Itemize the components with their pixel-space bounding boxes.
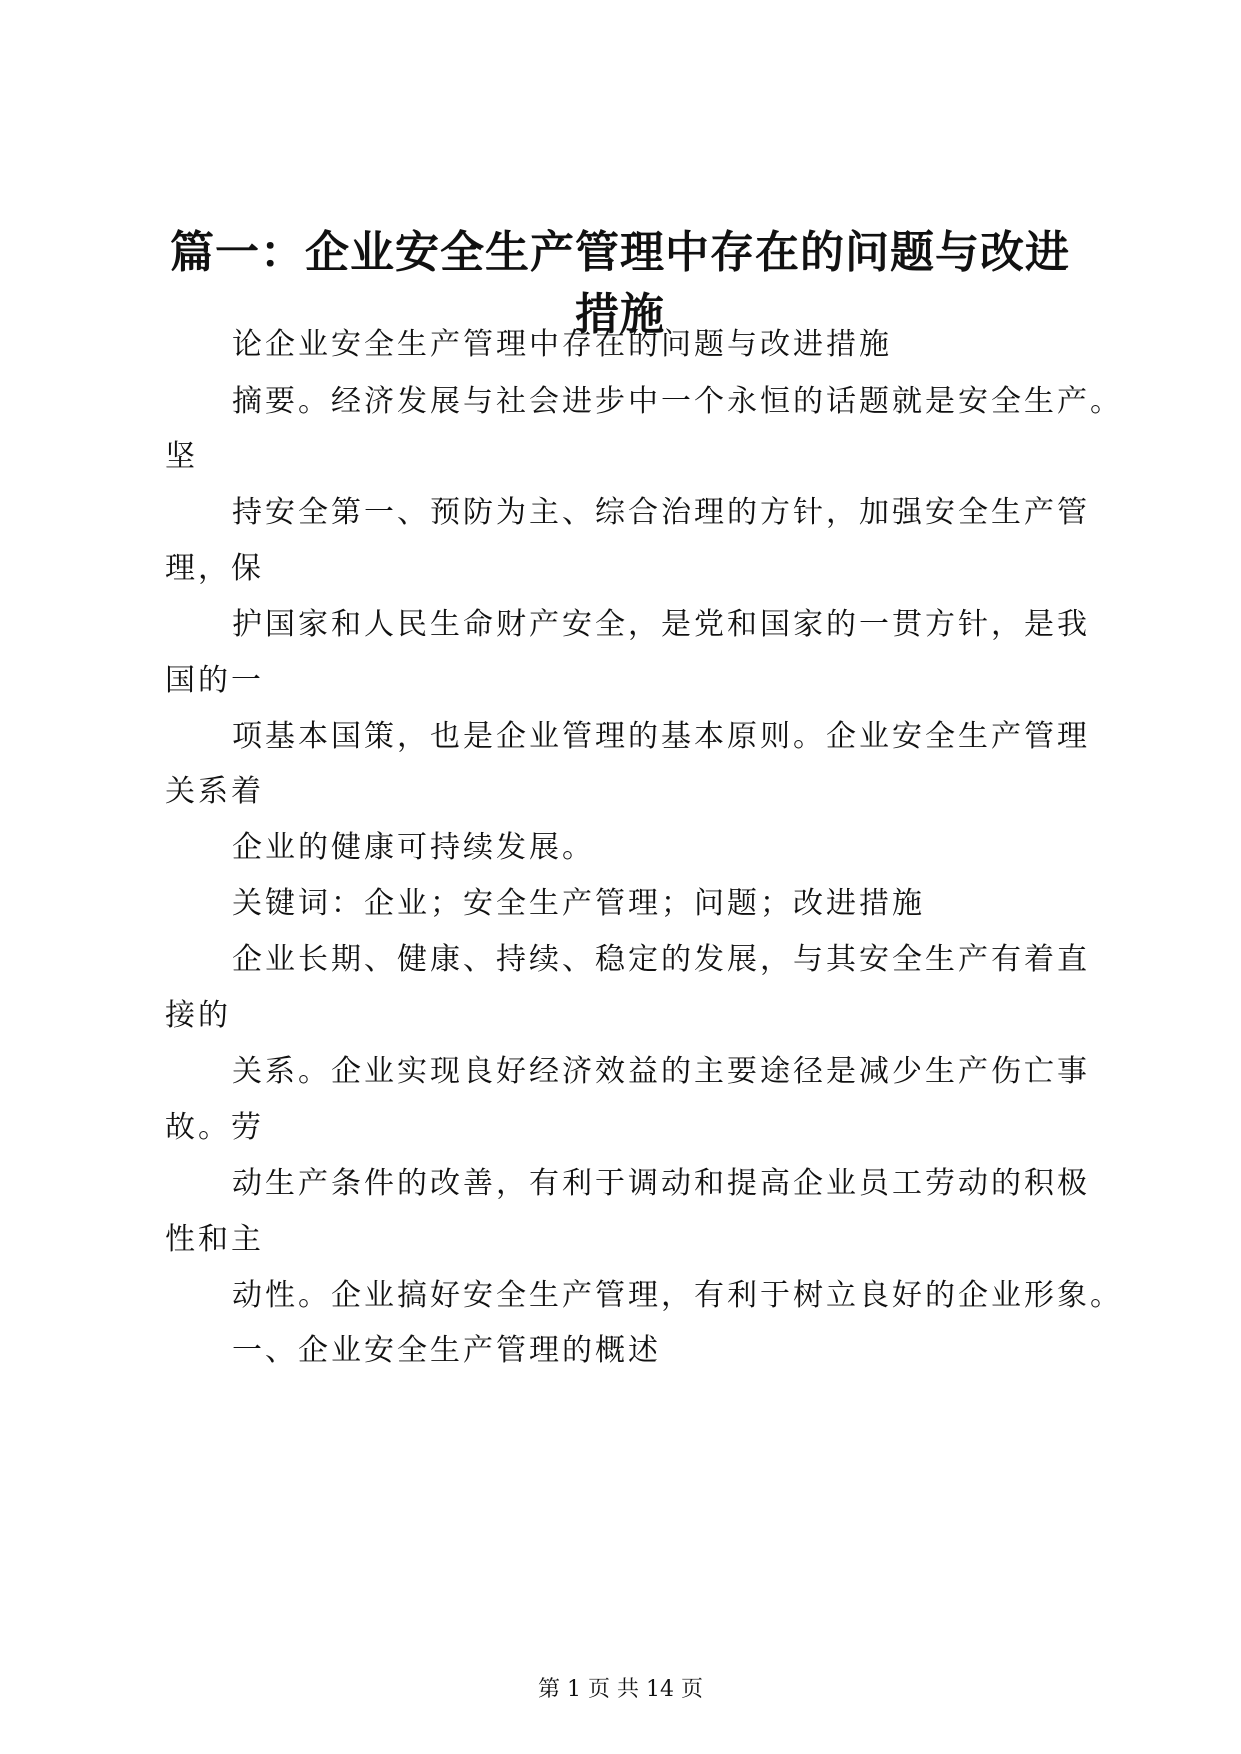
paragraph-line: 摘要。经济发展与社会进步中一个永恒的话题就是安全生产。 — [232, 384, 1123, 419]
subtitle-line: 论企业安全生产管理中存在的问题与改进措施 — [232, 327, 892, 362]
paragraph-line: 故。劳 — [165, 1110, 264, 1145]
section-heading: 一、企业安全生产管理的概述 — [232, 1333, 661, 1368]
paragraph-line: 持安全第一、预防为主、综合治理的方针，加强安全生产管 — [232, 495, 1090, 530]
paragraph-line: 动性。企业搞好安全生产管理，有利于树立良好的企业形象。 — [232, 1278, 1123, 1313]
keywords-line: 关键词：企业；安全生产管理；问题；改进措施 — [232, 886, 925, 921]
paragraph-line: 关系着 — [165, 774, 264, 809]
paragraph-line: 坚 — [165, 439, 198, 474]
paragraph-line: 接的 — [165, 998, 231, 1033]
paragraph-line: 项基本国策，也是企业管理的基本原则。企业安全生产管理 — [232, 719, 1090, 754]
paragraph-line: 企业长期、健康、持续、稳定的发展，与其安全生产有着直 — [232, 942, 1090, 977]
title-line-1: 篇一：企业安全生产管理中存在的问题与改进 — [170, 227, 1070, 278]
title-line-2: 措施 — [575, 289, 665, 340]
paragraph-line: 关系。企业实现良好经济效益的主要途径是减少生产伤亡事 — [232, 1054, 1090, 1089]
paragraph-line: 理，保 — [165, 551, 264, 586]
paragraph-line: 动生产条件的改善，有利于调动和提高企业员工劳动的积极 — [232, 1166, 1090, 1201]
paragraph-line: 国的一 — [165, 663, 264, 698]
paragraph-line: 护国家和人民生命财产安全，是党和国家的一贯方针，是我 — [232, 607, 1090, 642]
paragraph-line: 企业的健康可持续发展。 — [232, 830, 595, 865]
paragraph-line: 性和主 — [165, 1222, 264, 1257]
page-footer: 第 1 页 共 14 页 — [538, 1677, 703, 1702]
